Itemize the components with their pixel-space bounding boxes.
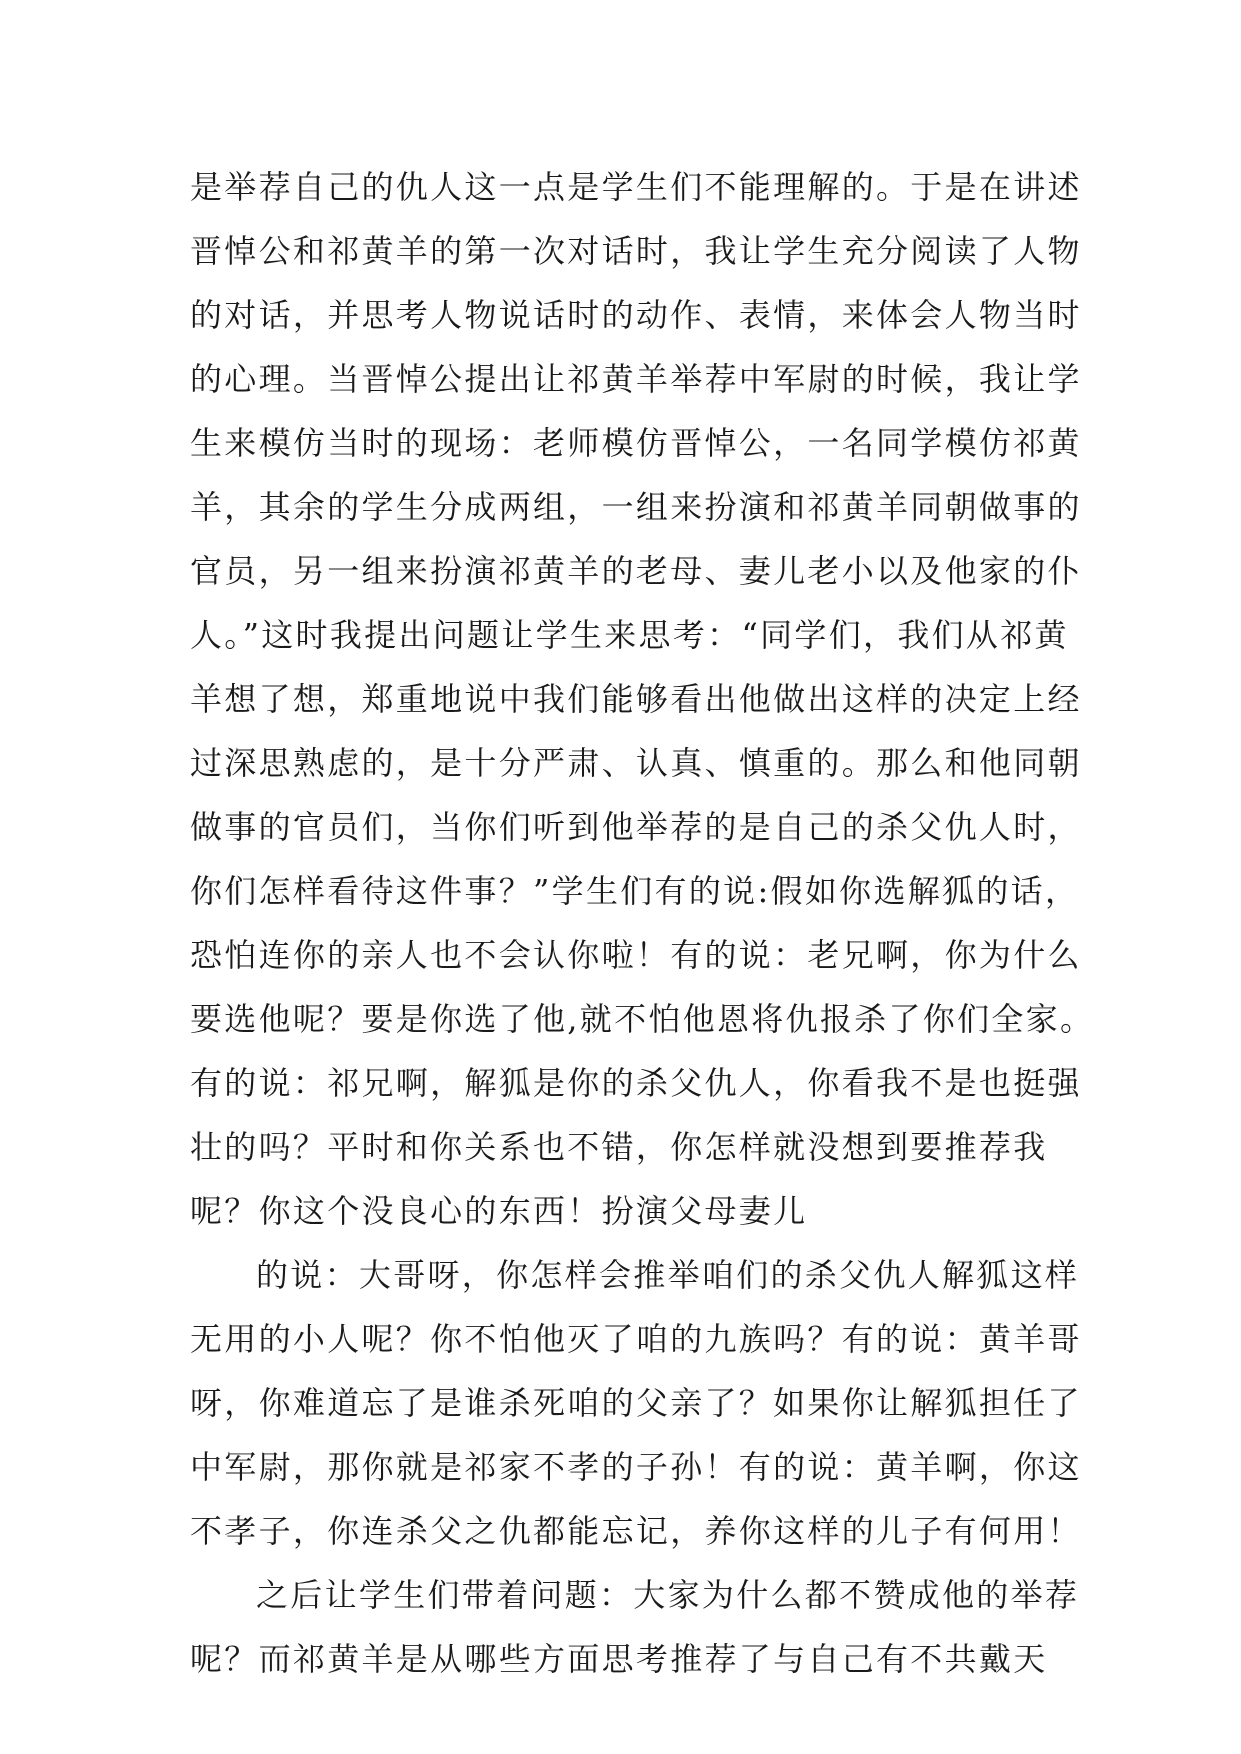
body-text <box>190 155 1095 1691</box>
paragraph-start-line: 的说：大哥呀，你怎样会推举咱们的杀父仇人解狐这样 <box>256 1256 1080 1294</box>
text-line: 壮的吗？平时和你关系也不错，你怎样就没想到要推荐我 <box>190 1128 1048 1166</box>
text-line: 恐怕连你的亲人也不会认你啦！有的说：老兄啊，你为什么 <box>190 936 1082 974</box>
text-line: 呢？而祁黄羊是从哪些方面思考推荐了与自己有不共戴天 <box>190 1640 1048 1678</box>
text-line: 晋悼公和祁黄羊的第一次对话时，我让学生充分阅读了人物 <box>190 232 1082 270</box>
text-line: 过深思熟虑的，是十分严肃、认真、慎重的。那么和他同朝 <box>190 744 1082 782</box>
text-line: 无用的小人呢？你不怕他灭了咱的九族吗？有的说：黄羊哥 <box>190 1320 1082 1358</box>
text-line: 官员，另一组来扮演祁黄羊的老母、妻儿老小以及他家的仆 <box>190 552 1082 590</box>
text-line: 人。”这时我提出问题让学生来思考：“同学们，我们从祁黄 <box>190 616 1069 654</box>
text-line: 呀，你难道忘了是谁杀死咱的父亲了？如果你让解狐担任了 <box>190 1384 1082 1422</box>
text-line: 生来模仿当时的现场：老师模仿晋悼公，一名同学模仿祁黄 <box>190 424 1082 462</box>
text-line: 是举荐自己的仇人这一点是学生们不能理解的。于是在讲述 <box>190 168 1082 206</box>
text-line: 做事的官员们，当你们听到他举荐的是自己的杀父仇人时， <box>190 808 1082 846</box>
text-line: 羊想了想，郑重地说中我们能够看出他做出这样的决定上经 <box>190 680 1082 718</box>
text-line: 有的说：祁兄啊，解狐是你的杀父仇人，你看我不是也挺强 <box>190 1064 1082 1102</box>
text-line: 的对话，并思考人物说话时的动作、表情，来体会人物当时 <box>190 296 1082 334</box>
text-line: 你们怎样看待这件事？”学生们有的说:假如你选解狐的话， <box>190 872 1080 910</box>
paragraph-start-line: 之后让学生们带着问题：大家为什么都不赞成他的举荐 <box>256 1576 1080 1614</box>
text-line: 呢？你这个没良心的东西！扮演父母妻儿 <box>190 1192 808 1230</box>
text-line: 羊，其余的学生分成两组，一组来扮演和祁黄羊同朝做事的 <box>190 488 1082 526</box>
text-line: 中军尉，那你就是祁家不孝的子孙！有的说：黄羊啊，你这 <box>190 1448 1082 1486</box>
text-line: 要选他呢？要是你选了他,就不怕他恩将仇报杀了你们全家。 <box>190 1000 1095 1038</box>
text-line: 不孝子，你连杀父之仇都能忘记，养你这样的儿子有何用！ <box>190 1512 1082 1550</box>
text-line: 的心理。当晋悼公提出让祁黄羊举荐中军尉的时候，我让学 <box>190 360 1082 398</box>
